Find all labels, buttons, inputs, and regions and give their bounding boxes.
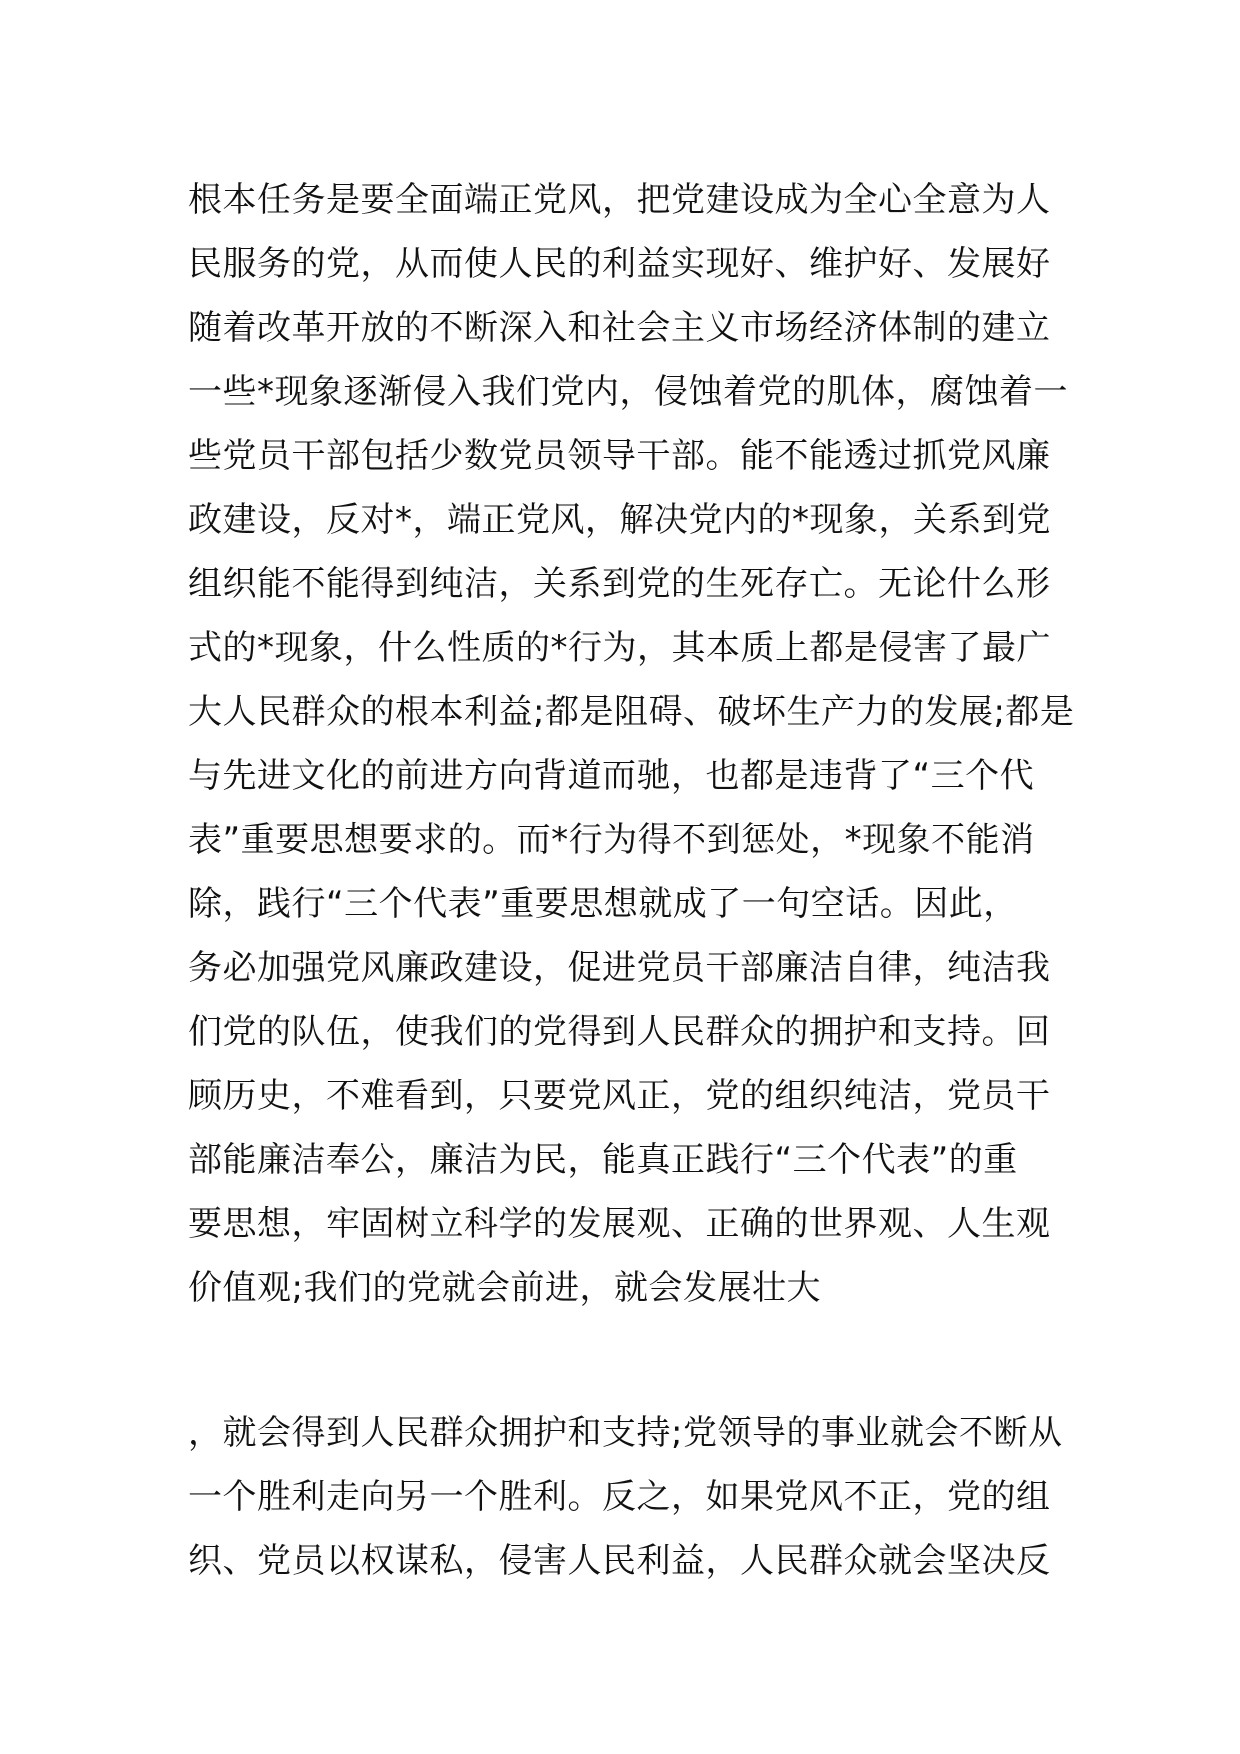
paragraph-2 <box>188 1401 1068 1593</box>
text-line: 式的*现象，什么性质的*行为，其本质上都是侵害了最广 <box>188 628 1051 668</box>
text-line: 大人民群众的根本利益;都是阻碍、破坏生产力的发展;都是 <box>188 692 1075 732</box>
text-line: 政建设，反对*，端正党风，解决党内的*现象，关系到党 <box>188 500 1051 540</box>
text-line: 根本任务是要全面端正党风，把党建设成为全心全意为人 <box>188 180 1051 220</box>
text-line: 些党员干部包括少数党员领导干部。能不能透过抓党风廉 <box>188 436 1051 476</box>
text-line: 民服务的党，从而使人民的利益实现好、维护好、发展好 <box>188 244 1051 284</box>
text-line: ，就会得到人民群众拥护和支持;党领导的事业就会不断从 <box>188 1413 1063 1453</box>
text-line: 表”重要思想要求的。而*行为得不到惩处，*现象不能消 <box>188 820 1035 860</box>
text-line: 一个胜利走向另一个胜利。反之，如果党风不正，党的组 <box>188 1477 1051 1517</box>
text-line: 务必加强党风廉政建设，促进党员干部廉洁自律，纯洁我 <box>188 948 1051 988</box>
text-line: 们党的队伍，使我们的党得到人民群众的拥护和支持。回 <box>188 1012 1051 1052</box>
text-line: 价值观;我们的党就会前进，就会发展壮大 <box>188 1268 821 1308</box>
text-line: 要思想，牢固树立科学的发展观、正确的世界观、人生观 <box>188 1204 1051 1244</box>
text-line: 组织能不能得到纯洁，关系到党的生死存亡。无论什么形 <box>188 564 1051 604</box>
text-line: 顾历史，不难看到，只要党风正，党的组织纯洁，党员干 <box>188 1076 1051 1116</box>
text-line: 一些*现象逐渐侵入我们党内，侵蚀着党的肌体，腐蚀着一 <box>188 372 1068 412</box>
text-line: 随着改革开放的不断深入和社会主义市场经济体制的建立 <box>188 308 1051 348</box>
text-line: 织、党员以权谋私，侵害人民利益，人民群众就会坚决反 <box>188 1541 1051 1581</box>
text-line: 部能廉洁奉公，廉洁为民，能真正践行“三个代表”的重 <box>188 1140 1018 1180</box>
text-line: 与先进文化的前进方向背道而驰，也都是违背了“三个代 <box>188 756 1035 796</box>
paragraph-1 <box>188 168 1075 1320</box>
text-line: 除，践行“三个代表”重要思想就成了一句空话。因此， <box>188 884 1018 924</box>
